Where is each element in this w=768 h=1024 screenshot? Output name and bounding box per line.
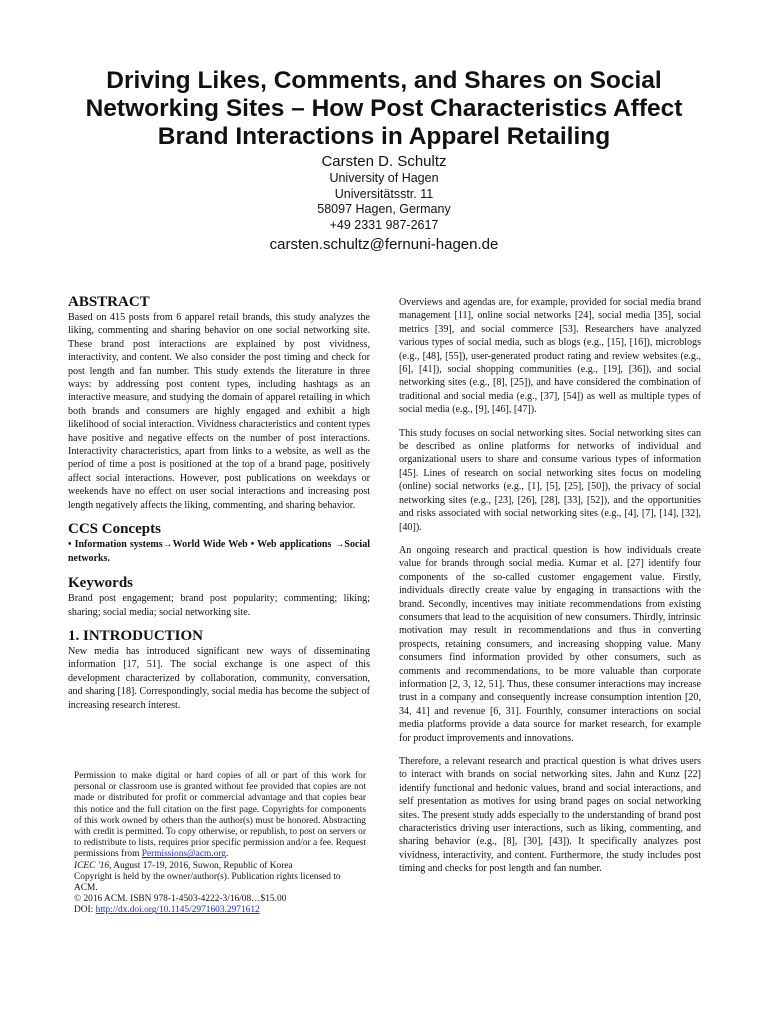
conference-line bbox=[74, 861, 366, 872]
body-paragraph: An ongoing research and practical question is how individuals create value for brands through social media. Kumar et al. [27] identify four components of the so-called customer engagement value. Firstly, individuals directly create value by engaging in transactions with the brand. Secondly, incentives may initiate recommendations from existing consumers that lead to the acquisition of new consumers. Thirdly, intrinsic motivation may result in recommendations and thus in converting prospects, retaining consumers, and increasing shopping value. Many consumers find information provided by other consumers, such as comments and recommendations, to be more valuable than corporate information [2, 3, 12, 51]. Thus, these consumer interactions may increase trust in a company and consequently increase consumption intention [20, 34, 41] and revenue [6, 31]. Fourthly, consumer interactions on social media platforms provide a data source for market research, for example for product improvements and innovations. bbox=[399, 544, 701, 744]
author-block bbox=[0, 152, 768, 255]
abstract-text: Based on 415 posts from 6 apparel retail brands, this study analyzes the liking, commenting and sharing behavior on one social networking site. These brand post interactions are explained by post vividness, interactivity, and content. We also consider the post timing and check for post length and fan number. This study extends the literature in three ways: by addressing post content types, including hashtags as an interactive measure, and studying the domain of apparel retailing in which both brands and consumers are highly engaged and exhibit a high likelihood of social interaction. Vividness characteristics and content types have positive and negative effects on the number of post interactions. Interactivity characteristics, apart from links to a website, as well as the period of time a post is positioned at the top of a brand page, positively affect social interactions. However, post publications on weekdays or weekends have no effect on user social interactions and increasing post length negatively affects the liking, commenting, and sharing behavior. bbox=[68, 312, 370, 511]
conference-details: , August 17-19, 2016, Suwon, Republic of Korea bbox=[109, 860, 293, 871]
author-name: Carsten D. Schultz bbox=[321, 153, 447, 170]
abstract-section bbox=[68, 294, 370, 512]
abstract-heading: ABSTRACT bbox=[68, 294, 150, 310]
introduction-text: New media has introduced significant new ways of disseminating information [17, 51]. The social exchange is one aspect of this development characterized by collaboration, community, conversation, and sharing [18]. Correspondingly, social media has become the subject of increasing research interest. bbox=[68, 645, 370, 711]
permission-block bbox=[74, 771, 366, 917]
keywords-section bbox=[68, 575, 370, 619]
affiliation-line: +49 2331 987-2617 bbox=[329, 217, 439, 232]
permissions-email-link[interactable]: Permissions@acm.org bbox=[141, 849, 226, 860]
paper-title bbox=[60, 67, 708, 151]
title-line: Networking Sites – How Post Characteristics Affect bbox=[85, 95, 683, 122]
doi-link[interactable]: http://dx.doi.org/10.1145/2971603.2971612 bbox=[95, 905, 260, 916]
right-column bbox=[399, 296, 701, 876]
keywords-heading: Keywords bbox=[68, 575, 133, 592]
ccs-text: • Information systems→World Wide Web • Web applications →Social networks. bbox=[68, 539, 370, 565]
conference-name: ICEC '16 bbox=[74, 860, 110, 871]
body-paragraph: Therefore, a relevant research and practical question is what drives users to interact with brands on social networking sites. Jahn and Kunz [22] identify functional and hedonic values, brand and social interactions, and self presentation as motives for using brand pages on social networking sites. The present study adds especially to the understanding of brand post characteristics driving user interactions, such as liking, commenting, and sharing behavior (e.g., [8], [30], [43]). It specifically analyzes post vividness, interactivity, and content. Furthermore, the study includes post timing and checks for post length and fan number. bbox=[399, 756, 701, 875]
permission-notice: Permission to make digital or hard copies of all or part of this work for personal or classroom use is granted without fee provided that copies are not made or distributed for profit or commercial advantage and that copies bear this notice and the full citation on the first page. Copyrights for components of this work owned by others than the author(s) must be honored. Abstracting with credit is permitted. To copy otherwise, or republish, to post on servers or to redistribute to lists, requires prior specific permission and/or a fee. Request permissions from bbox=[74, 771, 366, 860]
ccs-heading: CCS Concepts bbox=[68, 521, 161, 538]
doi-label: DOI: bbox=[74, 905, 96, 916]
keywords-text: Brand post engagement; brand post popularity; commenting; liking; sharing; social media; social networking site. bbox=[68, 593, 370, 618]
affiliation-line: 58097 Hagen, Germany bbox=[317, 202, 451, 216]
permission-text: Permission to make digital or hard copies of all or part of this work for personal or classroom use is granted without fee provided that copies are not made or distributed for profit or commercial advantage and that copies bear this notice and the full citation on the first page. Copyrights for components of this work owned by others than the author(s) must be honored. Abstracting with credit is permitted. To copy otherwise, or republish, to post on servers or to redistribute to lists, requires prior specific permission and/or a fee. Request permissions from Permissions@acm.org. bbox=[74, 771, 366, 860]
ccs-section bbox=[68, 521, 370, 566]
copyright-line: Copyright is held by the owner/author(s). Publication rights licensed to ACM. bbox=[74, 871, 341, 894]
title-line: Brand Interactions in Apparel Retailing bbox=[157, 123, 611, 150]
title-line: Driving Likes, Comments, and Shares on Social bbox=[106, 67, 662, 94]
body-paragraph: This study focuses on social networking sites. Social networking sites can be described as online platforms for networks of individual and organizational users to share and consume various types of information [45]. Lines of research on social networking sites focus on modeling (online) social networks (e.g., [1], [5], [25], [50]), the privacy of social networking sites (e.g., [23], [26], [28], [33], [52]), and the opportunities and risks associated with social networking sites (e.g., [4], [7], [14], [32], [40]). bbox=[399, 427, 701, 533]
doi-line bbox=[74, 905, 366, 916]
author-email: carsten.schultz@fernuni-hagen.de bbox=[269, 236, 499, 253]
isbn-line: © 2016 ACM. ISBN 978-1-4503-4222-3/16/08…$15.00 bbox=[74, 894, 287, 905]
affiliation-line: Universitätsstr. 11 bbox=[334, 186, 434, 201]
introduction-heading: 1. INTRODUCTION bbox=[68, 627, 204, 644]
affiliation-line: University of Hagen bbox=[329, 171, 439, 185]
body-paragraph: Overviews and agendas are, for example, provided for social media brand management [11], online social networks [24], social media [35], social metrics [39], and social commerce [53]. Researchers have analyzed various types of social media, such as blogs (e.g., [15], [16]), microblogs (e.g., [48], [55]), user-generated product rating and review websites (e.g., [6], [41]), social shopping communities (e.g., [19], [36]), and social networking sites (e.g., [8], [25]), and have considered the combination of traditional and social media (e.g., [37], [54]) as well as multiple types of social media (e.g., [9], [46], [47]). bbox=[399, 297, 701, 416]
introduction-section bbox=[68, 628, 370, 712]
left-column bbox=[68, 294, 370, 721]
